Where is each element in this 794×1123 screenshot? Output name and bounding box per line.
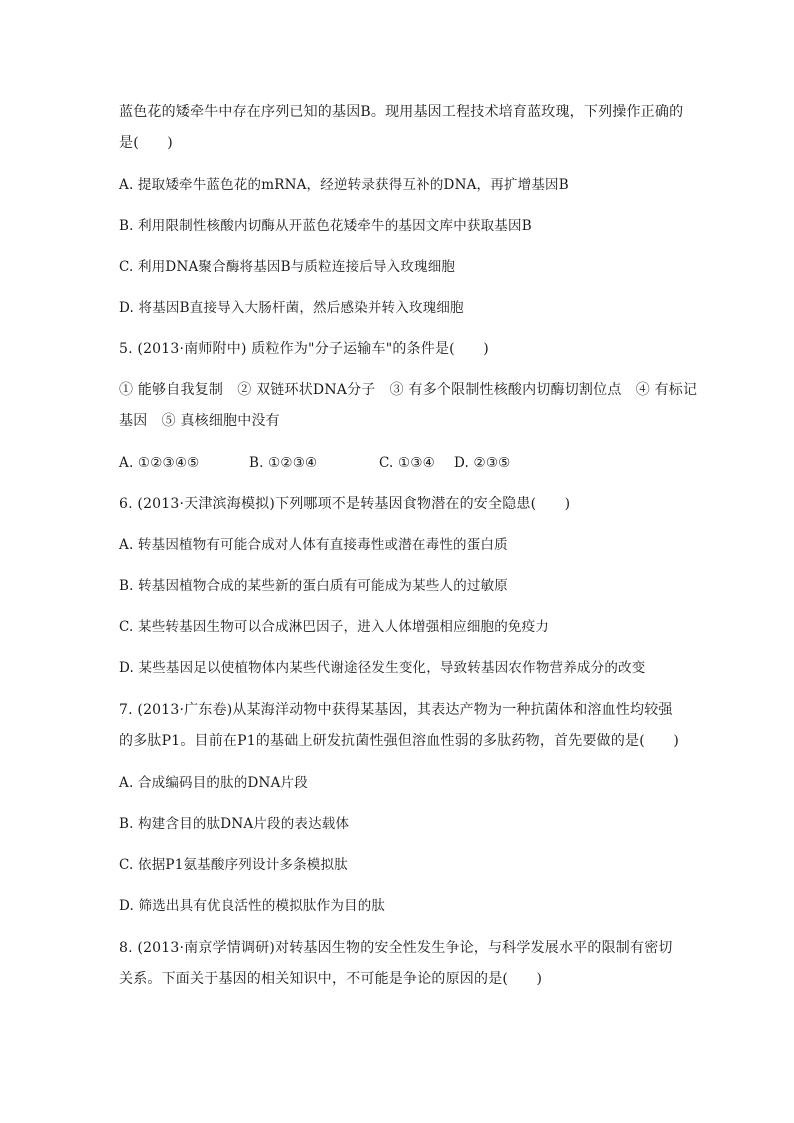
- q6-option-b: B. 转基因植物合成的某些新的蛋白质有可能成为某些人的过敏原: [119, 578, 509, 594]
- q7-option-b: B. 构建含目的肽DNA片段的表达载体: [119, 816, 350, 832]
- q6-stem: 6. (2013·天津滨海模拟)下列哪项不是转基因食物潜在的安全隐患( ): [119, 496, 571, 512]
- q5-option-a: A. ①②③④⑤: [119, 455, 200, 471]
- q7-option-c: C. 依据P1氨基酸序列设计多条模拟肽: [119, 857, 348, 873]
- q7-option-a: A. 合成编码目的肽的DNA片段: [119, 775, 308, 791]
- q4-option-d: D. 将基因B直接导入大肠杆菌，然后感染并转入玫瑰细胞: [119, 300, 464, 316]
- q4-stem-line-2: 是( ): [119, 135, 173, 151]
- q5-option-c: C. ①③④: [379, 455, 435, 471]
- q5-option-b: B. ①②③④: [249, 455, 318, 471]
- q5-stem: 5. (2013·南师附中) 质粒作为"分子运输车"的条件是( ): [119, 341, 489, 357]
- q6-option-d: D. 某些基因足以使植物体内某些代谢途径发生变化，导致转基因农作物营养成分的改变: [119, 660, 646, 676]
- q4-option-b: B. 利用限制性核酸内切酶从开蓝色花矮牵牛的基因文库中获取基因B: [119, 218, 532, 234]
- q5-option-d: D. ②③⑤: [454, 455, 511, 471]
- q7-stem-line-2: 的多肽P1。目前在P1的基础上研发抗菌性强但溶血性弱的多肽药物，首先要做的是( ): [119, 733, 679, 749]
- q8-stem-line-2: 关系。下面关于基因的相关知识中，不可能是争论的原因的是( ): [119, 971, 543, 987]
- q4-option-c: C. 利用DNA聚合酶将基因B与质粒连接后导入玫瑰细胞: [119, 259, 456, 275]
- q5-options-row: [119, 453, 679, 473]
- q7-stem-line-1: 7. (2013·广东卷)从某海洋动物中获得某基因，其表达产物为一种抗菌体和溶血性均较强: [119, 702, 673, 718]
- q5-items-line-1: ① 能够自我复制 ② 双链环状DNA分子 ③ 有多个限制性核酸内切酶切割位点 ④ 有标记: [119, 382, 698, 398]
- q8-stem-line-1: 8. (2013·南京学情调研)对转基因生物的安全性发生争论，与科学发展水平的限制有密切: [119, 940, 673, 956]
- q6-option-a: A. 转基因植物有可能合成对人体有直接毒性或潜在毒性的蛋白质: [119, 537, 508, 553]
- q7-option-d: D. 筛选出具有优良活性的模拟肽作为目的肽: [119, 898, 386, 914]
- q5-items-line-2: 基因 ⑤ 真核细胞中没有: [119, 413, 280, 429]
- q4-option-a: A. 提取矮牵牛蓝色花的mRNA，经逆转录获得互补的DNA，再扩增基因B: [119, 177, 569, 193]
- q6-option-c: C. 某些转基因生物可以合成淋巴因子，进入人体增强相应细胞的免疫力: [119, 619, 550, 635]
- q4-stem-line-1: 蓝色花的矮牵牛中存在序列已知的基因B。现用基因工程技术培育蓝玫瑰，下列操作正确的: [119, 104, 684, 120]
